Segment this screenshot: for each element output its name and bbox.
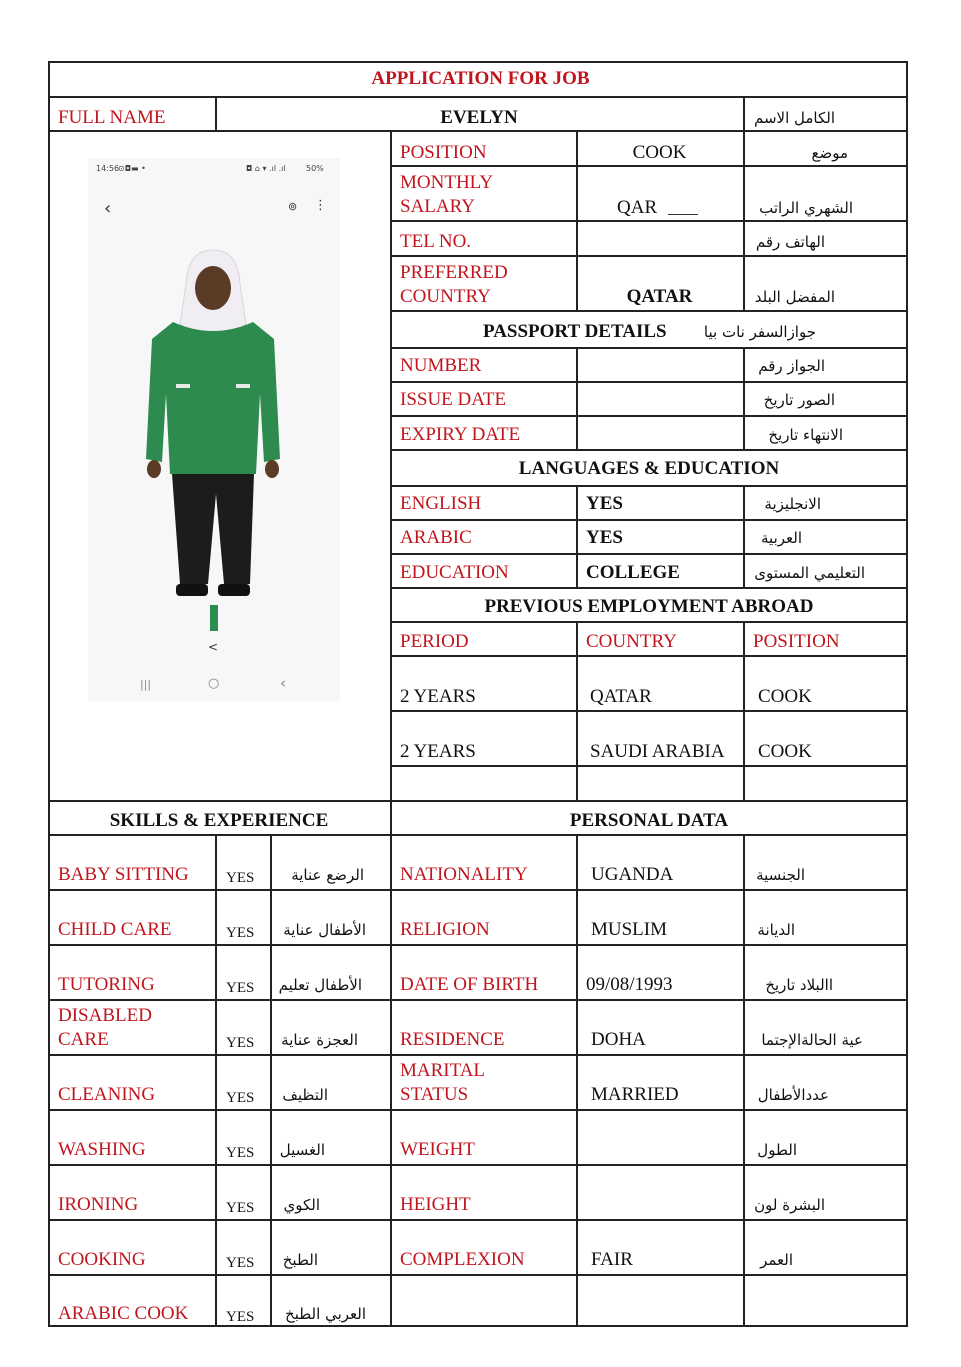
expiry-date-arabic: الانتهاء تاريخ (768, 426, 843, 444)
skill-arabic: الأطفال عناية (283, 921, 366, 939)
english-arabic: الانجليزية (764, 495, 821, 513)
arabic-label: ARABIC (400, 527, 472, 548)
personal-label: COMPLEXION (400, 1249, 525, 1270)
tel-arabic: الهاتف رقم (755, 233, 825, 251)
english-label: ENGLISH (400, 493, 482, 514)
personal-label: NATIONALITY (400, 864, 528, 885)
personal-label: WEIGHT (400, 1139, 475, 1160)
position-label: POSITION (400, 142, 487, 163)
skill-label: WASHING (58, 1139, 146, 1160)
skill-arabic: الكوي (283, 1196, 320, 1214)
personal-arabic: عية الحالةالإجتما (761, 1031, 863, 1049)
personal-arabic: البشرة لون (754, 1196, 825, 1214)
english-value: YES (586, 493, 623, 514)
personal-value: UGANDA (591, 864, 674, 885)
salary-label: MONTHLY SALARY (400, 172, 493, 217)
skill-value: YES (226, 1200, 255, 1216)
skill-arabic: الأطفال تعليم (278, 976, 362, 994)
employment-period: 2 YEARS (400, 686, 476, 707)
thumbnail[interactable] (210, 605, 218, 631)
education-arabic: التعليمي المستوى (754, 564, 865, 582)
passport-number-label: NUMBER (400, 355, 482, 376)
skills-heading: SKILLS & EXPERIENCE (109, 810, 329, 831)
skill-label: ARABIC COOK (58, 1303, 189, 1324)
country-column-header: COUNTRY (586, 631, 677, 652)
expiry-date-label: EXPIRY DATE (400, 424, 521, 445)
personal-value: 09/08/1993 (586, 974, 673, 995)
passport-heading-arabic: جوازالسفر نات بيا (703, 323, 816, 341)
arabic-value: YES (586, 527, 623, 548)
languages-heading: LANGUAGES & EDUCATION (518, 458, 780, 479)
personal-value: MARRIED (591, 1084, 679, 1105)
passport-heading: PASSPORT DETAILS (483, 321, 667, 342)
position-arabic: موضع (811, 144, 848, 162)
skill-label: CHILD CARE (58, 919, 172, 940)
personal-label: DATE OF BIRTH (400, 974, 539, 995)
employment-position: COOK (758, 741, 812, 762)
skill-arabic: الطبخ (282, 1251, 318, 1269)
skill-label: IRONING (58, 1194, 139, 1215)
share-icon[interactable]: < (208, 640, 219, 654)
preferred-country-value: QATAR (626, 286, 693, 307)
skill-arabic: الرضع عناية (291, 866, 364, 884)
back-arrow-icon[interactable]: ‹ (104, 198, 112, 219)
arabic-arabic: العربية (761, 529, 802, 547)
employment-country: SAUDI ARABIA (590, 741, 725, 762)
employment-position: COOK (758, 686, 812, 707)
skill-value: YES (226, 925, 255, 941)
personal-arabic: عددالأطفال (757, 1086, 829, 1104)
skill-value: YES (226, 980, 255, 996)
full-name-label: FULL NAME (58, 107, 166, 128)
phone-status-icons: ⊙◘▬ • (118, 164, 146, 173)
more-options-icon[interactable]: ⋮ (314, 198, 327, 213)
personal-value: DOHA (591, 1029, 646, 1050)
full-name-arabic: الكامل الاسم (753, 109, 835, 127)
skill-value: YES (226, 1090, 255, 1106)
skill-label: COOKING (58, 1249, 146, 1270)
tel-label: TEL NO. (400, 231, 472, 252)
education-label: EDUCATION (400, 562, 509, 583)
form-title: APPLICATION FOR JOB (371, 68, 590, 89)
personal-heading: PERSONAL DATA (569, 810, 729, 831)
personal-label: RESIDENCE (400, 1029, 505, 1050)
skill-label: DISABLED CARE (58, 1005, 152, 1050)
preferred-country-arabic: المفضل البلد (754, 288, 835, 306)
personal-arabic: الجنسية (756, 866, 805, 884)
passport-number-arabic: الجواز رقم (758, 357, 825, 375)
skill-value: YES (226, 1309, 255, 1325)
issue-date-label: ISSUE DATE (400, 389, 507, 410)
skill-value: YES (226, 1035, 255, 1051)
personal-label: HEIGHT (400, 1194, 471, 1215)
full-name-value: EVELYN (440, 107, 518, 128)
skill-arabic: العجزة عناية (281, 1031, 358, 1049)
applicant-photo (88, 158, 340, 701)
employment-period: 2 YEARS (400, 741, 476, 762)
phone-battery: 50% (306, 164, 324, 173)
personal-label: RELIGION (400, 919, 490, 940)
skill-label: BABY SITTING (58, 864, 189, 885)
personal-arabic: الطول (757, 1141, 797, 1159)
salary-arabic: الشهري الراتب (759, 199, 853, 217)
lens-icon[interactable]: ⊚ (288, 200, 298, 213)
personal-arabic: االبلاد تاريخ (765, 976, 833, 994)
skill-value: YES (226, 870, 255, 886)
skill-arabic: الغسيل (279, 1141, 325, 1159)
home-icon[interactable]: ○ (208, 676, 220, 691)
skill-value: YES (226, 1255, 255, 1271)
personal-value: MUSLIM (591, 919, 668, 940)
salary-value: QAR (617, 197, 658, 218)
period-column-header: PERIOD (400, 631, 469, 652)
employment-heading: PREVIOUS EMPLOYMENT ABROAD (484, 596, 814, 617)
phone-time: 14:56 (96, 164, 120, 173)
employment-country: QATAR (590, 686, 652, 707)
skill-arabic: التظيف (282, 1086, 328, 1104)
phone-signal-icons: ◘ ⌂ ▾ .ıl .ıl (246, 164, 286, 173)
personal-value: FAIR (591, 1249, 633, 1270)
preferred-country-label: PREFERRED COUNTRY (400, 262, 508, 307)
nav-back-icon[interactable]: ‹ (280, 674, 286, 692)
position-column-header: POSITION (753, 631, 840, 652)
salary-redacted (668, 214, 698, 215)
personal-arabic: الديانة (757, 921, 795, 939)
skill-value: YES (226, 1145, 255, 1161)
person-figure (128, 244, 298, 604)
skill-label: TUTORING (58, 974, 155, 995)
skill-arabic: العربي الطبخ (285, 1305, 366, 1323)
education-value: COLLEGE (586, 562, 680, 583)
position-value: COOK (632, 142, 687, 163)
issue-date-arabic: الصور تاريخ (763, 391, 835, 409)
personal-arabic: العمر (760, 1251, 793, 1269)
recent-apps-icon[interactable]: ||| (140, 678, 152, 691)
skill-label: CLEANING (58, 1084, 156, 1105)
personal-label: MARITAL STATUS (400, 1060, 485, 1105)
